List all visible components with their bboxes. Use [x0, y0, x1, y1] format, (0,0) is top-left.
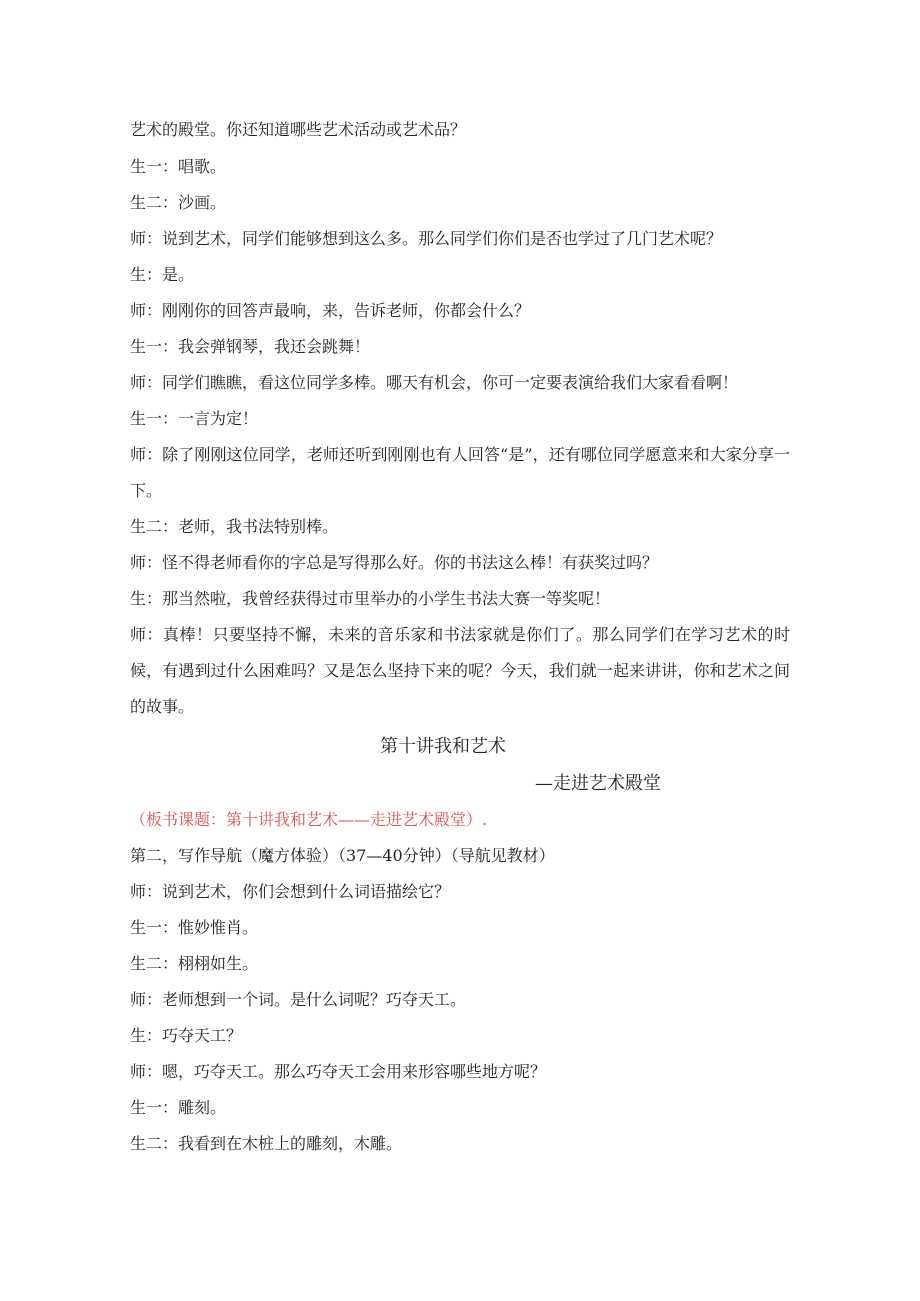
dialogue-line: 生二：老师，我书法特别棒。 [130, 517, 339, 536]
board-note: （板书课题：第十讲我和艺术——走进艺术殿堂）. [130, 810, 488, 829]
dialogue-line: 生一：雕刻。 [130, 1098, 227, 1117]
dialogue-line: 生：是。 [130, 265, 195, 284]
lesson-title: 第十讲我和艺术 [380, 736, 506, 757]
lesson-subtitle: —走进艺术殿堂 [535, 773, 661, 794]
dialogue-line: 生二：栩栩如生。 [130, 954, 259, 973]
dialogue-line: 生：巧夺天工？ [130, 1026, 243, 1045]
dialogue-line: 师：说到艺术，同学们能够想到这么多。那么同学们你们是否也学过了几门艺术呢？ [130, 229, 723, 248]
dialogue-line: 师：同学们瞧瞧，看这位同学多棒。哪天有机会，你可一定要表演给我们大家看看啊！ [130, 373, 739, 392]
dialogue-line: 师：怪不得老师看你的字总是写得那么好。你的书法这么棒！有获奖过吗？ [130, 553, 659, 572]
dialogue-line: 师：嗯，巧夺天工。那么巧夺天工会用来形容哪些地方呢？ [130, 1062, 547, 1081]
dialogue-line: 生一：惟妙惟肖。 [130, 918, 259, 937]
dialogue-line: 生一：一言为定！ [130, 409, 259, 428]
dialogue-line: 师：说到艺术，你们会想到什么词语描绘它？ [130, 882, 451, 901]
dialogue-paragraph: 师：真棒！只要坚持不懈，未来的音乐家和书法家就是你们了。那么同学们在学习艺术的时候，有遇到过什么困难吗？又是怎么坚持下来的呢？今天，我们就一起来讲讲，你和艺术之间的故事。 [130, 625, 790, 716]
dialogue-line: 生一：我会弹钢琴，我还会跳舞！ [130, 337, 371, 356]
dialogue-paragraph: 师：除了刚刚这位同学，老师还听到刚刚也有人回答“是”，还有哪位同学愿意来和大家分享一下。 [130, 445, 790, 500]
dialogue-line: 艺术的殿堂。你还知道哪些艺术活动或艺术品？ [130, 120, 467, 139]
section-header: 第二，写作导航（魔方体验）（37—40分钟）（导航见教材） [130, 846, 555, 865]
dialogue-line: 师：老师想到一个词。是什么词呢？巧夺天工。 [130, 990, 467, 1009]
dialogue-line: 生：那当然啦，我曾经获得过市里举办的小学生书法大赛一等奖呢！ [130, 589, 611, 608]
dialogue-line: 生一：唱歌。 [130, 157, 227, 176]
dialogue-line: 师：刚刚你的回答声最响，来，告诉老师，你都会什么？ [130, 301, 531, 320]
dialogue-line: 生二：我看到在木桩上的雕刻，木雕。 [130, 1134, 403, 1153]
dialogue-line: 生二：沙画。 [130, 193, 227, 212]
